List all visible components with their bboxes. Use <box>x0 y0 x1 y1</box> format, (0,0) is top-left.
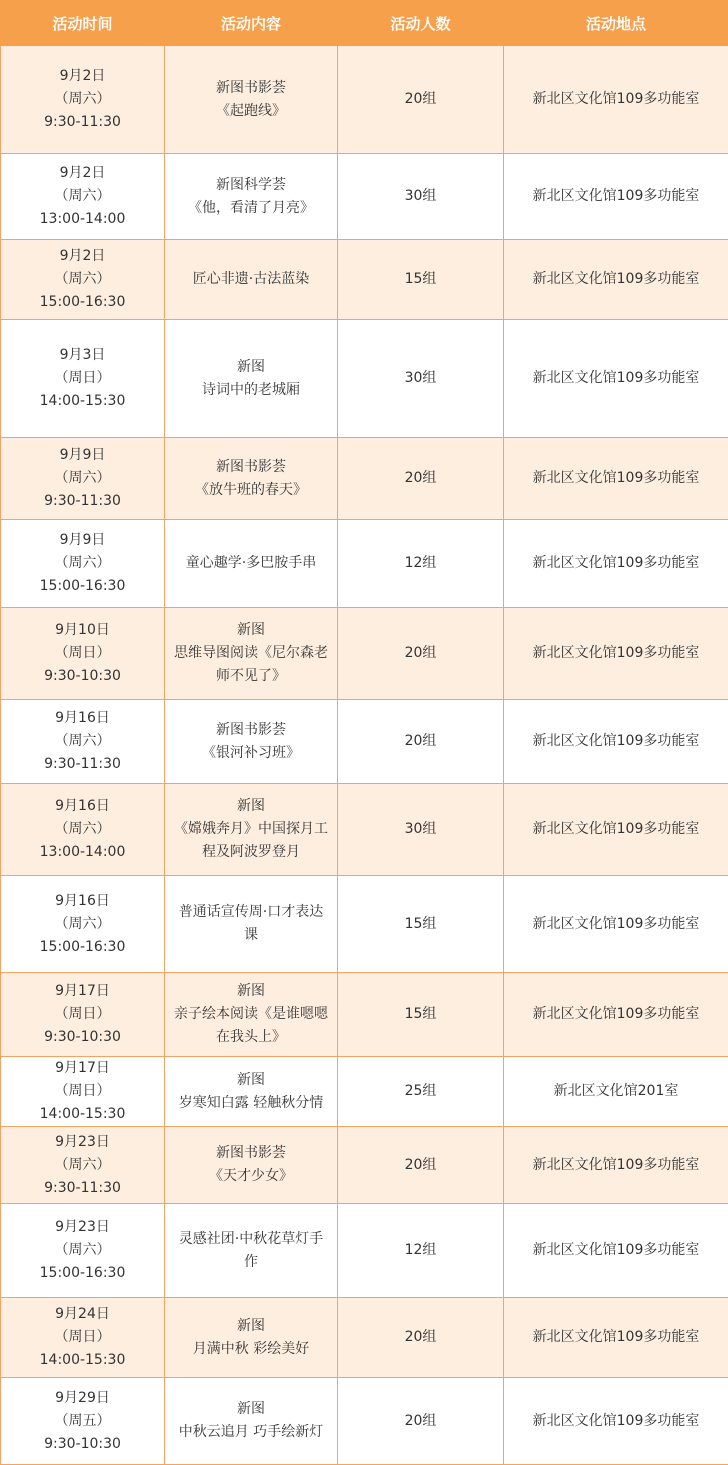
content-cell-line: 在我头上》 <box>216 1029 286 1045</box>
count-cell: 15组 <box>338 876 504 973</box>
time-cell <box>1 876 165 973</box>
time-cell-line: （周六） <box>54 470 111 486</box>
count-cell: 20组 <box>338 46 504 154</box>
time-cell-line: 9月23日 <box>55 1219 110 1235</box>
content-cell-line: 灵感社团·中秋花草灯手 <box>178 1230 324 1247</box>
content-cell-line: 新图书影荟 <box>216 79 286 96</box>
count-cell: 20组 <box>338 1298 504 1378</box>
place-cell: 新北区文化馆109多功能室 <box>504 520 728 608</box>
count-cell: 20组 <box>338 700 504 784</box>
table-row <box>1 154 728 240</box>
content-cell <box>165 240 338 320</box>
place-cell: 新北区文化馆109多功能室 <box>504 700 728 784</box>
content-cell <box>165 1204 338 1298</box>
content-cell <box>165 520 338 608</box>
header-place: 活动地点 <box>504 1 728 46</box>
content-cell-line: 新图 <box>237 622 265 638</box>
count-cell: 25组 <box>338 1057 504 1127</box>
count-cell: 20组 <box>338 1127 504 1204</box>
time-cell-line: （周六） <box>54 91 111 107</box>
table-row <box>1 520 728 608</box>
time-cell <box>1 784 165 876</box>
time-cell-line: （周六） <box>54 915 111 932</box>
content-cell-line: 诗词中的老城厢 <box>202 381 300 398</box>
table-body <box>1 46 728 1465</box>
content-cell-line: 《他，看清了月亮》 <box>188 199 314 216</box>
time-cell-line: 9:30-11:30 <box>44 493 121 509</box>
place-cell: 新北区文化馆109多功能室 <box>504 1378 728 1465</box>
time-cell-line: 15:00-16:30 <box>39 578 126 594</box>
header-content: 活动内容 <box>165 1 338 46</box>
content-cell-line: 作 <box>244 1253 258 1270</box>
table-row <box>1 240 728 320</box>
content-cell-line: 新图书影荟 <box>216 458 286 475</box>
time-cell-line: （周日） <box>54 1006 111 1022</box>
time-cell-line: 14:00-15:30 <box>39 1352 126 1368</box>
count-cell: 30组 <box>338 320 504 438</box>
time-cell-line: 15:00-16:30 <box>39 294 126 310</box>
time-cell-line: 9:30-10:30 <box>44 1435 121 1452</box>
content-cell-line: 新图 <box>237 1401 265 1417</box>
time-cell-line: 14:00-15:30 <box>39 1106 126 1122</box>
time-cell-line: 15:00-16:30 <box>39 1265 126 1281</box>
time-cell-line: 9月3日 <box>59 347 106 363</box>
content-cell-line: 岁寒知白露 轻触秋分情 <box>178 1094 324 1111</box>
table-row <box>1 1057 728 1127</box>
content-cell-line: 课 <box>244 927 258 943</box>
place-cell: 新北区文化馆109多功能室 <box>504 784 728 876</box>
content-cell <box>165 438 338 520</box>
content-cell <box>165 1127 338 1204</box>
content-cell-line: 《嫦娥奔月》中国探月工 <box>174 821 328 837</box>
time-cell-line: 9月17日 <box>55 983 110 999</box>
time-cell-line: 9月10日 <box>55 622 110 638</box>
time-cell-line: 9月2日 <box>59 68 106 84</box>
time-cell-line: （周日） <box>54 1329 111 1345</box>
place-cell: 新北区文化馆109多功能室 <box>504 240 728 320</box>
time-cell-line: 9月16日 <box>55 892 110 909</box>
table-row <box>1 1298 728 1378</box>
time-cell-line: 15:00-16:30 <box>39 938 126 955</box>
content-cell-line: 《天才少女》 <box>209 1168 293 1184</box>
table-row <box>1 608 728 700</box>
time-cell <box>1 46 165 154</box>
content-cell <box>165 973 338 1057</box>
time-cell-line: （周五） <box>54 1412 111 1429</box>
time-cell-line: （周六） <box>54 821 111 837</box>
time-cell <box>1 1127 165 1204</box>
table-row <box>1 320 728 438</box>
time-cell-line: 9月24日 <box>55 1306 110 1322</box>
content-cell-line: 童心趣学·多巴胺手串 <box>185 555 317 571</box>
time-cell-line: 9月2日 <box>59 165 106 181</box>
count-cell: 15组 <box>338 240 504 320</box>
header-count: 活动人数 <box>338 1 504 46</box>
place-cell: 新北区文化馆109多功能室 <box>504 1298 728 1378</box>
time-cell <box>1 700 165 784</box>
content-cell <box>165 154 338 240</box>
time-cell <box>1 154 165 240</box>
table-row <box>1 876 728 973</box>
place-cell: 新北区文化馆201室 <box>504 1057 728 1127</box>
table-row <box>1 1204 728 1298</box>
content-cell-line: 思维导图阅读《尼尔森老 <box>174 645 328 661</box>
content-cell-line: 新图书影荟 <box>216 1145 286 1161</box>
table-row <box>1 46 728 154</box>
place-cell: 新北区文化馆109多功能室 <box>504 320 728 438</box>
time-cell-line: 13:00-14:00 <box>39 844 126 860</box>
time-cell <box>1 1204 165 1298</box>
content-cell-line: 《银河补习班》 <box>202 744 300 761</box>
time-cell-line: （周六） <box>54 1242 111 1258</box>
content-cell <box>165 700 338 784</box>
count-cell: 20组 <box>338 608 504 700</box>
time-cell-line: 9:30-11:30 <box>44 114 121 130</box>
time-cell-line: （周六） <box>54 555 111 571</box>
time-cell-line: 9月2日 <box>59 248 106 264</box>
content-cell-line: 新图 <box>237 1071 265 1088</box>
table-row <box>1 784 728 876</box>
content-cell <box>165 1057 338 1127</box>
time-cell-line: 9月16日 <box>55 798 110 814</box>
table-row <box>1 1378 728 1465</box>
time-cell <box>1 240 165 320</box>
time-cell-line: （周日） <box>54 645 111 661</box>
count-cell: 30组 <box>338 784 504 876</box>
place-cell: 新北区文化馆109多功能室 <box>504 438 728 520</box>
time-cell-line: 9月23日 <box>55 1133 110 1150</box>
content-cell-line: 新图书影荟 <box>216 721 286 738</box>
content-cell-line: 中秋云追月 巧手绘新灯 <box>178 1424 324 1440</box>
count-cell: 15组 <box>338 973 504 1057</box>
place-cell: 新北区文化馆109多功能室 <box>504 1127 728 1204</box>
time-cell-line: 13:00-14:00 <box>39 211 126 227</box>
content-cell <box>165 608 338 700</box>
table-row <box>1 438 728 520</box>
time-cell-line: 9:30-10:30 <box>44 668 121 684</box>
time-cell-line: 9月29日 <box>55 1389 110 1406</box>
content-cell <box>165 1298 338 1378</box>
place-cell: 新北区文化馆109多功能室 <box>504 608 728 700</box>
time-cell <box>1 320 165 438</box>
content-cell-line: 新图 <box>237 358 265 375</box>
time-cell-line: （周日） <box>54 1083 111 1099</box>
time-cell <box>1 608 165 700</box>
time-cell-line: （周六） <box>54 1156 111 1173</box>
time-cell-line: （周六） <box>54 188 111 204</box>
content-cell-line: 亲子绘本阅读《是谁嗯嗯 <box>174 1006 328 1022</box>
time-cell-line: 9:30-11:30 <box>44 1179 121 1196</box>
place-cell: 新北区文化馆109多功能室 <box>504 973 728 1057</box>
content-cell-line: 《放牛班的春天》 <box>195 481 307 498</box>
content-cell <box>165 46 338 154</box>
content-cell-line: 新图科学荟 <box>216 176 286 193</box>
place-cell: 新北区文化馆109多功能室 <box>504 876 728 973</box>
content-cell-line: 匠心非遗·古法蓝染 <box>192 271 310 287</box>
content-cell <box>165 876 338 973</box>
time-cell-line: 9:30-11:30 <box>44 756 121 772</box>
time-cell-line: 9月17日 <box>55 1060 110 1076</box>
content-cell-line: 《起跑线》 <box>216 102 286 119</box>
time-cell <box>1 1378 165 1465</box>
content-cell-line: 普通话宣传周·口才表达 <box>178 904 324 920</box>
time-cell <box>1 1298 165 1378</box>
time-cell-line: 9:30-10:30 <box>44 1029 121 1045</box>
count-cell: 20组 <box>338 438 504 520</box>
content-cell-line: 新图 <box>237 1317 265 1334</box>
count-cell: 30组 <box>338 154 504 240</box>
place-cell: 新北区文化馆109多功能室 <box>504 46 728 154</box>
table-row <box>1 700 728 784</box>
content-cell-line: 师不见了》 <box>216 668 286 684</box>
table-row <box>1 1127 728 1204</box>
time-cell-line: 9月16日 <box>55 710 110 726</box>
place-cell: 新北区文化馆109多功能室 <box>504 1204 728 1298</box>
count-cell: 20组 <box>338 1378 504 1465</box>
header-time: 活动时间 <box>1 1 165 46</box>
count-cell: 12组 <box>338 1204 504 1298</box>
content-cell <box>165 784 338 876</box>
place-cell: 新北区文化馆109多功能室 <box>504 154 728 240</box>
time-cell-line: 14:00-15:30 <box>39 393 126 409</box>
time-cell <box>1 438 165 520</box>
time-cell <box>1 1057 165 1127</box>
time-cell-line: 9月9日 <box>59 532 106 548</box>
content-cell <box>165 1378 338 1465</box>
content-cell-line: 程及阿波罗登月 <box>202 844 300 860</box>
time-cell <box>1 973 165 1057</box>
table-row <box>1 973 728 1057</box>
time-cell-line: （周日） <box>54 370 111 386</box>
time-cell-line: （周六） <box>54 733 111 749</box>
content-cell-line: 新图 <box>237 798 265 814</box>
time-cell-line: 9月9日 <box>59 447 106 463</box>
content-cell-line: 新图 <box>237 983 265 999</box>
count-cell: 12组 <box>338 520 504 608</box>
header-row <box>1 1 728 46</box>
time-cell <box>1 520 165 608</box>
time-cell-line: （周六） <box>54 271 111 287</box>
content-cell-line: 月满中秋 彩绘美好 <box>192 1340 310 1357</box>
content-cell <box>165 320 338 438</box>
